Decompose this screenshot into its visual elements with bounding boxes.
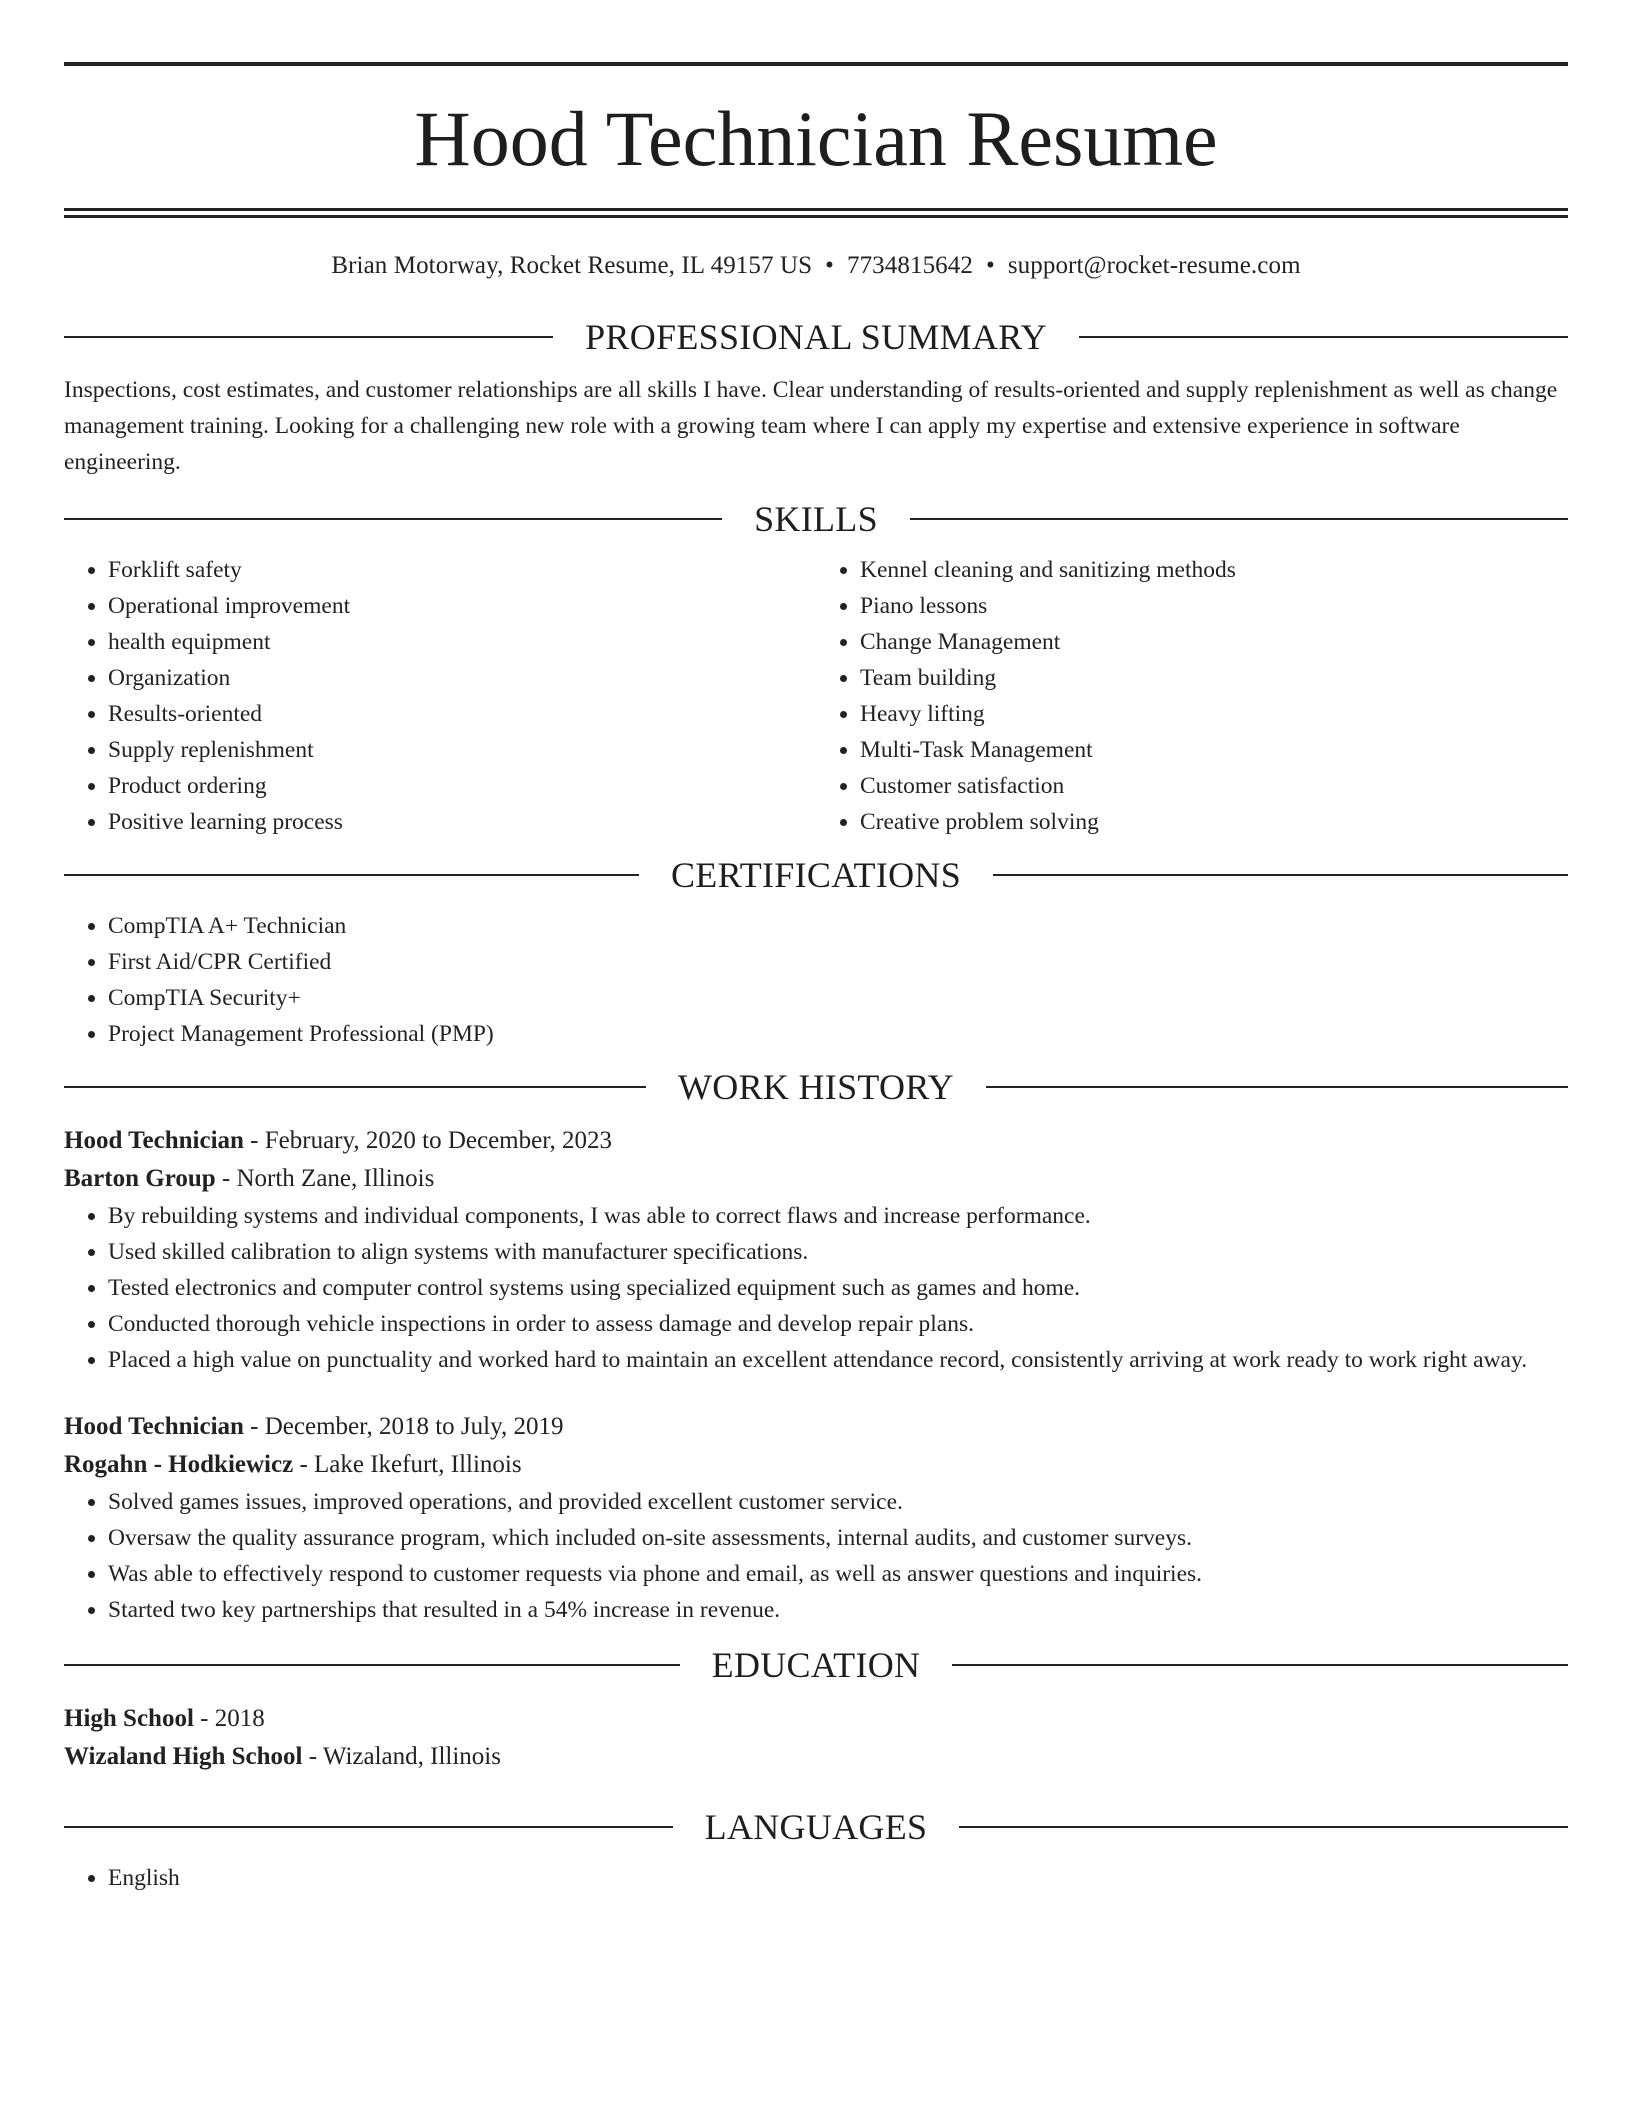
- education-location: - Wizaland, Illinois: [302, 1743, 501, 1770]
- section-rule: [64, 1664, 680, 1666]
- education-degree: High School: [64, 1705, 194, 1732]
- list-item: • health equipment: [108, 624, 816, 660]
- job-entry: [64, 1408, 1568, 1628]
- list-item: • Operational improvement: [108, 588, 816, 624]
- list-item: • CompTIA A+ Technician: [108, 908, 1568, 944]
- list-item: • Customer satisfaction: [860, 768, 1568, 804]
- section-title-certifications: CERTIFICATIONS: [670, 855, 962, 895]
- section-title-languages: LANGUAGES: [704, 1807, 928, 1847]
- list-item: • Team building: [860, 660, 1568, 696]
- job-title-line: [64, 1122, 1568, 1160]
- list-item: • Results-oriented: [108, 696, 816, 732]
- certifications-list: [64, 908, 1568, 1052]
- section-header-languages: [64, 1806, 1568, 1848]
- list-item: • Used skilled calibration to align systems with manufacturer specifications.: [108, 1234, 1568, 1270]
- resume-title: Hood Technician Resume: [414, 95, 1218, 182]
- list-item: • Multi-Task Management: [860, 732, 1568, 768]
- section-header-summary: [64, 316, 1568, 358]
- section-header-work-history: [64, 1066, 1568, 1108]
- contact-address: Brian Motorway, Rocket Resume, IL 49157 US: [331, 252, 813, 279]
- list-item: • Kennel cleaning and sanitizing methods: [860, 552, 1568, 588]
- contact-phone: 7734815642: [846, 252, 973, 279]
- section-rule: [64, 1086, 646, 1088]
- education-school-line: [64, 1738, 1568, 1776]
- job-dates: - February, 2020 to December, 2023: [243, 1127, 613, 1154]
- section-title-skills: SKILLS: [754, 499, 878, 539]
- section-rule: [910, 518, 1568, 520]
- contact-line: [64, 252, 1568, 280]
- section-header-certifications: [64, 854, 1568, 896]
- top-rule: [64, 62, 1568, 66]
- languages-list: [64, 1860, 1568, 1896]
- section-rule: [64, 1826, 673, 1828]
- education-school: Wizaland High School: [64, 1743, 303, 1770]
- list-item: • English: [108, 1860, 1568, 1896]
- list-item: • CompTIA Security+: [108, 980, 1568, 1016]
- section-header-skills: [64, 498, 1568, 540]
- list-item: • Creative problem solving: [860, 804, 1568, 840]
- contact-separator: •: [985, 252, 995, 279]
- job-company: Rogahn - Hodkiewicz: [64, 1451, 294, 1478]
- list-item: • Organization: [108, 660, 816, 696]
- section-rule: [64, 518, 722, 520]
- job-bullets: [64, 1484, 1568, 1628]
- education-entry: [64, 1700, 1568, 1776]
- education-year: - 2018: [193, 1705, 265, 1732]
- section-title-education: EDUCATION: [711, 1645, 921, 1685]
- list-item: • Started two key partnerships that resulted in a 54% increase in revenue.: [108, 1592, 1568, 1628]
- list-item: • Forklift safety: [108, 552, 816, 588]
- section-rule: [64, 336, 553, 338]
- list-item: • By rebuilding systems and individual components, I was able to correct flaws and increase performance.: [108, 1198, 1568, 1234]
- job-title: Hood Technician: [64, 1127, 244, 1154]
- title-double-rule: [64, 208, 1568, 218]
- job-dates: - December, 2018 to July, 2019: [243, 1413, 564, 1440]
- section-title-summary: PROFESSIONAL SUMMARY: [585, 317, 1047, 357]
- list-item: • Piano lessons: [860, 588, 1568, 624]
- job-title: Hood Technician: [64, 1413, 244, 1440]
- list-item: • First Aid/CPR Certified: [108, 944, 1568, 980]
- skills-list-left: [64, 552, 816, 840]
- contact-separator: •: [825, 252, 834, 279]
- skills-column-left: [64, 552, 816, 840]
- list-item: • Conducted thorough vehicle inspections in order to assess damage and develop repair plans.: [108, 1306, 1568, 1342]
- list-item: • Heavy lifting: [860, 696, 1568, 732]
- section-header-education: [64, 1644, 1568, 1686]
- contact-email[interactable]: support@rocket-resume.com: [1007, 252, 1301, 279]
- job-bullets: [64, 1198, 1568, 1378]
- list-item: • Placed a high value on punctuality and worked hard to maintain an excellent attendance record, consistently arriving at work ready to work right away.: [108, 1342, 1568, 1378]
- job-location: - Lake Ikefurt, Illinois: [293, 1451, 522, 1478]
- job-company-line: [64, 1446, 1568, 1484]
- skills-list-right: [816, 552, 1568, 840]
- list-item: • Solved games issues, improved operations, and provided excellent customer service.: [108, 1484, 1568, 1520]
- list-item: • Supply replenishment: [108, 732, 816, 768]
- list-item: • Was able to effectively respond to customer requests via phone and email, as well as answer questions and inquiries.: [108, 1556, 1568, 1592]
- section-rule: [986, 1086, 1568, 1088]
- list-item: • Change Management: [860, 624, 1568, 660]
- section-title-work-history: WORK HISTORY: [678, 1067, 954, 1107]
- skills-column-right: [816, 552, 1568, 840]
- section-rule: [959, 1826, 1568, 1828]
- list-item: • Tested electronics and computer control systems using specialized equipment such as games and home.: [108, 1270, 1568, 1306]
- job-entry: [64, 1122, 1568, 1378]
- skills-grid: [64, 552, 1568, 840]
- job-title-line: [64, 1408, 1568, 1446]
- list-item: • Project Management Professional (PMP): [108, 1016, 1568, 1052]
- list-item: • Product ordering: [108, 768, 816, 804]
- summary-text: Inspections, cost estimates, and customer relationships are all skills I have. Clear understanding of results-oriented and supply replenishment as well as change management training. Looking for a challenging new role with a growing team where I can apply my expertise and extensive experience in software engineering.: [64, 377, 1558, 475]
- job-company-line: [64, 1160, 1568, 1198]
- list-item: • Oversaw the quality assurance program, which included on-site assessments, internal audits, and customer surveys.: [108, 1520, 1568, 1556]
- section-rule: [1079, 336, 1568, 338]
- list-item: • Positive learning process: [108, 804, 816, 840]
- education-degree-line: [64, 1700, 1568, 1738]
- section-rule: [993, 874, 1568, 876]
- job-location: - North Zane, Illinois: [215, 1165, 435, 1192]
- section-rule: [64, 874, 639, 876]
- job-company: Barton Group: [64, 1165, 216, 1192]
- section-rule: [952, 1664, 1568, 1666]
